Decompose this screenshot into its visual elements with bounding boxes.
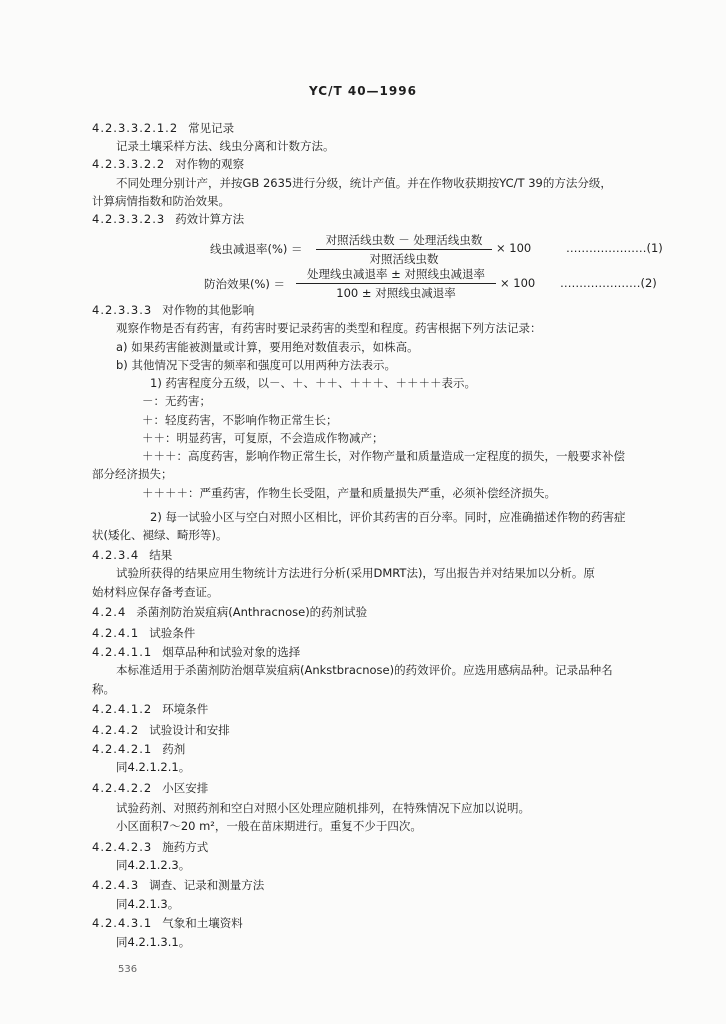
formula-1-numerator: 对照活线虫数 － 处理活线虫数 <box>316 232 492 250</box>
formula-1-tag: …………………(1) <box>566 241 663 255</box>
formula-2-lhs: 防治效果(%) ＝ <box>204 277 286 291</box>
section-heading: 4.2.4 杀菌剂防治炭疽病(Anthracnose)的药剂试验 <box>92 605 368 619</box>
page-number: 536 <box>118 964 138 975</box>
paragraph-line: 记录土壤采样方法、线虫分离和计数方法。 <box>116 139 335 153</box>
section-heading: 4.2.4.3 调查、记录和测量方法 <box>92 878 265 892</box>
formula-2-tag: …………………(2) <box>560 276 657 290</box>
section-heading: 4.2.4.3.1 气象和土壤资料 <box>92 916 243 930</box>
paragraph-line: 本标准适用于杀菌剂防治烟草炭疽病(Ankstbracnose)的药效评价。应选用感病品种。记录品种名 <box>116 663 613 677</box>
section-heading: 4.2.3.3.2.2 对作物的观察 <box>92 157 245 171</box>
paragraph-line: 部分经济损失； <box>92 467 173 481</box>
paragraph-line: 计算病情指数和防治效果。 <box>92 194 230 208</box>
paragraph-line: 不同处理分别计产，并按GB 2635进行分级，统计产值。并在作物收获期按YC/T 39的方法分级， <box>116 176 612 190</box>
grade-item: ＋＋：明显药害，可复原，不会造成作物减产； <box>142 431 384 445</box>
formula-1-denominator: 对照活线虫数 <box>369 252 439 266</box>
paragraph-line: 状(矮化、褪绿、畸形等)。 <box>92 528 228 542</box>
paragraph-line: 同4.2.1.2.1。 <box>116 760 191 774</box>
paragraph-line: 同4.2.1.2.3。 <box>116 858 191 872</box>
section-heading: 4.2.3.3.2.3 药效计算方法 <box>92 212 245 226</box>
formula-1-fraction <box>316 232 492 267</box>
paragraph-line: 始材料应保存备考查证。 <box>92 585 219 599</box>
formula-2-numerator: 处理线虫减退率 ± 对照线虫减退率 <box>296 266 496 284</box>
formula-2-denominator: 100 ± 对照线虫减退率 <box>336 286 456 300</box>
standard-header: YC/T 40—1996 <box>309 84 417 98</box>
paragraph-line: 试验药剂、对照药剂和空白对照小区处理应随机排列，在特殊情况下应加以说明。 <box>116 801 530 815</box>
grade-item: ＋＋＋＋：严重药害，作物生长受阻，产量和质量损失严重，必须补偿经济损失。 <box>142 486 556 500</box>
section-heading: 4.2.3.3.3 对作物的其他影响 <box>92 303 255 317</box>
list-item: a) 如果药害能被测量或计算，要用绝对数值表示，如株高。 <box>116 340 419 354</box>
paragraph-line: 试验所获得的结果应用生物统计方法进行分析(采用DMRT法)，写出报告并对结果加以分析。原 <box>116 566 595 580</box>
formula-2-multiplier: × 100 <box>500 276 536 290</box>
list-item: b) 其他情况下受害的频率和强度可以用两种方法表示。 <box>116 358 396 372</box>
paragraph-line: 同4.2.1.3.1。 <box>116 935 191 949</box>
section-heading: 4.2.4.2.3 施药方式 <box>92 840 209 854</box>
paragraph-line: 观察作物是否有药害，有药害时要记录药害的类型和程度。药害根据下列方法记录： <box>116 321 542 335</box>
paragraph-line: 同4.2.1.3。 <box>116 897 180 911</box>
section-heading: 4.2.3.3.2.1.2 常见记录 <box>92 121 235 135</box>
grade-item: ＋：轻度药害，不影响作物正常生长； <box>142 413 338 427</box>
list-item: 2) 每一试验小区与空白对照小区相比，评价其药害的百分率。同时，应准确描述作物的药害症 <box>150 510 626 524</box>
paragraph-line: 小区面积7～20 m²，一般在苗床期进行。重复不少于四次。 <box>116 819 422 833</box>
paragraph-line: 称。 <box>92 682 115 696</box>
section-heading: 4.2.4.1.1 烟草品种和试验对象的选择 <box>92 645 301 659</box>
section-heading: 4.2.4.1.2 环境条件 <box>92 702 209 716</box>
section-heading: 4.2.4.1 试验条件 <box>92 626 196 640</box>
grade-item: －：无药害； <box>142 394 211 408</box>
section-heading: 4.2.4.2 试验设计和安排 <box>92 723 230 737</box>
grade-item: ＋＋＋：高度药害，影响作物正常生长，对作物产量和质量造成一定程度的损失，一般要求补偿 <box>142 449 625 463</box>
section-heading: 4.2.4.2.2 小区安排 <box>92 781 209 795</box>
list-item: 1) 药害程度分五级，以－、＋、＋＋、＋＋＋、＋＋＋＋表示。 <box>150 376 476 390</box>
section-heading: 4.2.4.2.1 药剂 <box>92 742 186 756</box>
formula-1-lhs: 线虫减退率(%) ＝ <box>210 242 303 256</box>
section-heading: 4.2.3.4 结果 <box>92 548 173 562</box>
formula-2-fraction <box>296 266 496 301</box>
formula-1-multiplier: × 100 <box>496 241 532 255</box>
